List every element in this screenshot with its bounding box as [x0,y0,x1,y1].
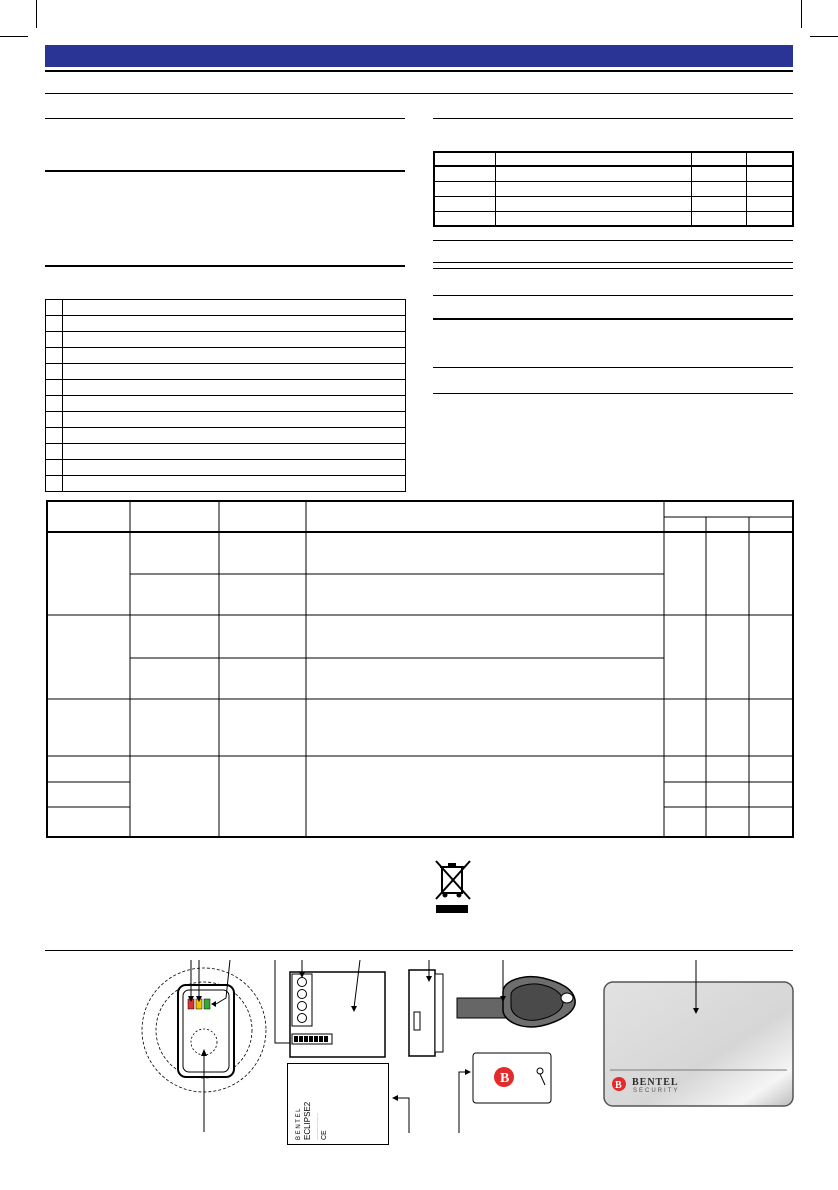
right-section-rule-3 [433,262,793,263]
reader-side-figure [405,960,447,1060]
right-section-rule-8 [433,393,793,394]
crop-mark-top-left-h [0,36,28,37]
reader-label-figure [287,1063,389,1145]
svg-text:CE: CE [321,1130,328,1140]
right-section-rule-1 [433,118,793,119]
right-section-rule-7 [433,367,793,368]
reader-rear-figure [272,960,392,1060]
svg-text:........................: ........................ [314,1113,319,1140]
crop-mark-top-right-v [801,0,802,28]
left-list-table [45,299,406,492]
header-bar [45,45,793,67]
right-section-rule-5 [433,295,793,296]
reader-front-figure [130,960,270,1135]
svg-text:B E N T E L: B E N T E L [296,1108,302,1140]
crop-mark-top-left-v [36,0,37,28]
tag-card-figure [455,1045,585,1135]
crop-mark-top-right-h [810,36,838,37]
section-rule-top [45,93,793,94]
header-rule [45,70,793,72]
left-section-rule-2 [45,170,405,172]
card-brand-name: BENTEL [632,1077,679,1088]
svg-text:ECLIPSE2: ECLIPSE2 [303,1101,312,1140]
reader-label-arrow [392,1090,412,1135]
card-brand-tagline: SECURITY [633,1088,680,1094]
figures-section-rule [45,950,793,951]
crossed-out-wheelie-bin-icon [430,857,474,915]
left-section-rule-3 [45,265,405,267]
left-section-rule-1 [45,118,405,119]
right-spec-table [433,151,794,227]
right-section-rule-4 [433,268,793,269]
svg-text:B: B [500,1071,510,1086]
right-section-rule-6 [433,318,793,320]
proximity-card-figure [602,960,795,1110]
key-fob-figure [455,960,585,1042]
main-table [46,500,794,838]
right-section-rule-2 [433,240,793,241]
svg-text:B: B [615,1080,622,1091]
